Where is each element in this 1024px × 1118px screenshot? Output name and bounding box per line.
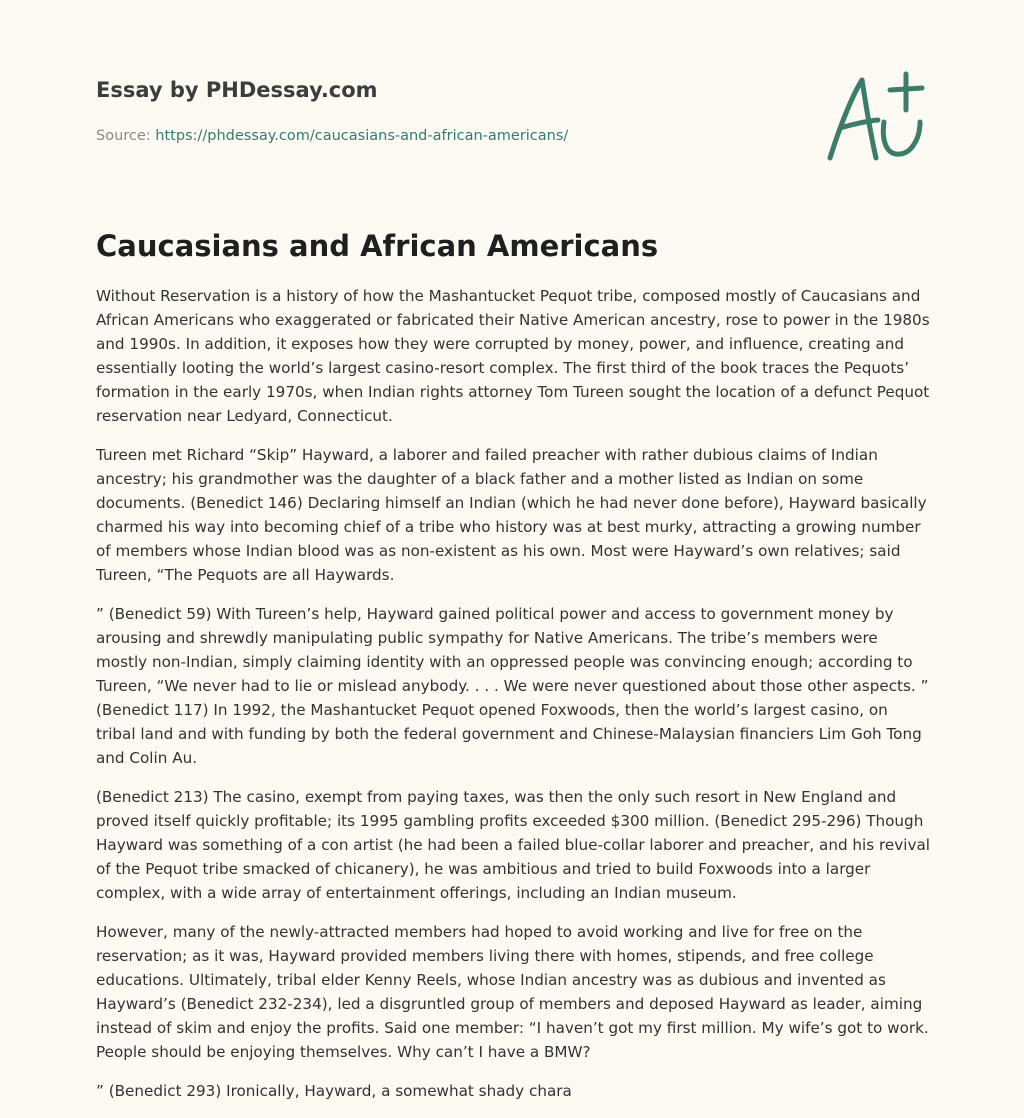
source-link[interactable]: https://phdessay.com/caucasians-and-african-americans/ <box>155 128 569 144</box>
a-plus-logo-icon <box>820 66 930 166</box>
essay-body <box>96 284 932 1118</box>
essay-paragraph-4: (Benedict 213) The casino, exempt from paying taxes, was then the only such resort in New England and proved itself quickly profitable; its 1995 gambling profits exceeded $300 million. (Benedict 295-296) Though Hayward was something of a con artist (he had been a failed blue-collar laborer and preacher, and his revival of the Pequot tribe smacked of chicanery), he was ambitious and tried to build Foxwoods into a larger complex, with a wide array of entertainment offerings, including an Indian museum. <box>96 788 930 902</box>
essay-paragraph-2: Tureen met Richard “Skip” Hayward, a laborer and failed preacher with rather dubious claims of Indian ancestry; his grandmother was the daughter of a black father and a mother listed as Indian on some documents. (Benedict 146) Declaring himself an Indian (which he had never done before), Hayward basically charmed his way into becoming chief of a tribe who history was at best murky, attracting a growing number of members whose Indian blood was as non-existent as his own. Most were Hayward’s own relatives; said Tureen, “The Pequots are all Haywards. <box>96 446 927 584</box>
source-label: Source: <box>96 128 156 144</box>
essay-paragraph-5: However, many of the newly-attracted members had hoped to avoid working and live for free on the reservation; as it was, Hayward provided members living there with homes, stipends, and free college educations. Ultimately, tribal elder Kenny Reels, whose Indian ancestry was as dubious and invented as Hayward’s (Benedict 232-234), led a disgruntled group of members and deposed Hayward as leader, aiming instead of skim and enjoy the profits. Said one member: “I haven’t got my first million. My wife’s got to work. People should be enjoying themselves. Why can’t I have a BMW? <box>96 923 929 1061</box>
essay-paragraph-3: ” (Benedict 59) With Tureen’s help, Hayward gained political power and access to government money by arousing and shrewdly manipulating public sympathy for Native Americans. The tribe’s members were mostly non-Indian, simply claiming identity with an oppressed people was convincing enough; according to Tureen, “We never had to lie or mislead anybody. . . . We were never questioned about those other aspects. ” (Benedict 117) In 1992, the Mashantucket Pequot opened Foxwoods, then the world’s largest casino, on tribal land and with funding by both the federal government and Chinese-Malaysian financiers Lim Goh Tong and Colin Au. <box>96 605 929 767</box>
essay-paragraph-6: ” (Benedict 293) Ironically, Hayward, a somewhat shady chara <box>96 1082 572 1100</box>
page-header <box>96 76 796 146</box>
source-line <box>96 126 796 146</box>
site-brand: Essay by PHDessay.com <box>96 78 378 102</box>
essay-title: Caucasians and African Americans <box>96 229 659 263</box>
essay-paragraph-1: Without Reservation is a history of how the Mashantucket Pequot tribe, composed mostly of Caucasians and African Americans who exaggerated or fabricated their Native American ancestry, rose to power in the 1980s and 1990s. In addition, it exposes how they were corrupted by money, power, and influence, creating and essentially looting the world’s largest casino-resort complex. The first third of the book traces the Pequots’ formation in the early 1970s, when Indian rights attorney Tom Tureen sought the location of a defunct Pequot reservation near Ledyard, Connecticut. <box>96 287 930 425</box>
